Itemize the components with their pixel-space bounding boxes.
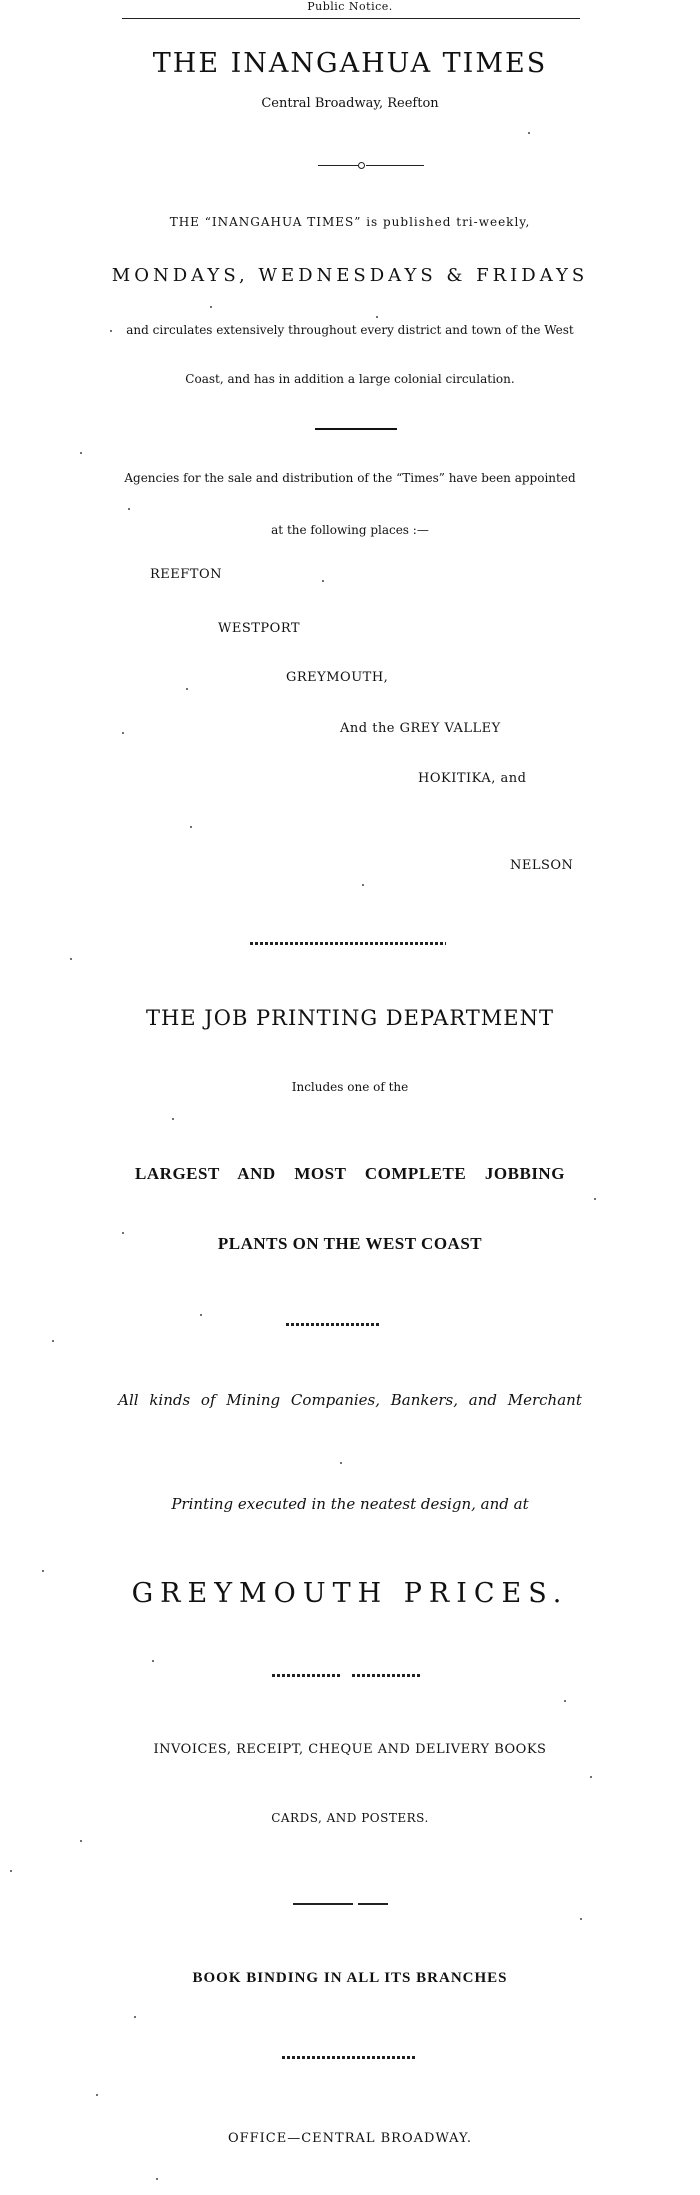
public-notice-label: Public Notice. <box>307 0 393 13</box>
place-grey-valley: And the GREY VALLEY <box>340 721 501 736</box>
publication-days: MONDAYS, WEDNESDAYS & FRIDAYS <box>111 265 589 286</box>
all-kinds-line: All kinds of Mining Companies, Bankers, and Merchant <box>118 1391 582 1409</box>
agencies-following: at the following places :— <box>271 523 429 537</box>
largest-line: LARGEST AND MOST COMPLETE JOBBING <box>135 1164 565 1183</box>
place-greymouth: GREYMOUTH, <box>286 670 389 685</box>
cards-line: CARDS, AND POSTERS. <box>271 1811 429 1825</box>
wavy-divider <box>250 942 446 945</box>
wavy-divider <box>282 2056 416 2059</box>
top-rule <box>122 18 580 19</box>
coast-line: Coast, and has in addition a large colonial circulation. <box>185 372 515 386</box>
masthead-address: Central Broadway, Reefton <box>261 96 439 111</box>
place-hokitika: HOKITIKA, and <box>418 771 527 786</box>
place-reefton: REEFTON <box>150 567 222 582</box>
circulation-line: and circulates extensively throughout every district and town of the West <box>126 323 574 337</box>
book-binding-line: BOOK BINDING IN ALL ITS BRANCHES <box>192 1970 508 1986</box>
greymouth-prices: GREYMOUTH PRICES. <box>131 1578 569 1609</box>
thick-divider <box>315 428 397 430</box>
invoices-line: INVOICES, RECEIPT, CHEQUE AND DELIVERY BOOKS <box>153 1742 547 1757</box>
agencies-intro: Agencies for the sale and distribution of the “Times” have been appointed <box>124 471 576 485</box>
wavy-divider <box>286 1323 380 1326</box>
place-nelson: NELSON <box>510 858 574 873</box>
office-address: OFFICE—CENTRAL BROADWAY. <box>227 2131 473 2146</box>
masthead-title: THE INANGAHUA TIMES <box>152 48 548 79</box>
published-line: THE “INANGAHUA TIMES” is published tri-weekly, <box>169 215 531 229</box>
place-westport: WESTPORT <box>218 621 301 636</box>
plants-line: PLANTS ON THE WEST COAST <box>217 1234 483 1253</box>
job-printing-includes: Includes one of the <box>291 1080 409 1094</box>
job-printing-title: THE JOB PRINTING DEPARTMENT <box>145 1006 554 1030</box>
printing-line: Printing executed in the neatest design, and at <box>171 1495 529 1513</box>
